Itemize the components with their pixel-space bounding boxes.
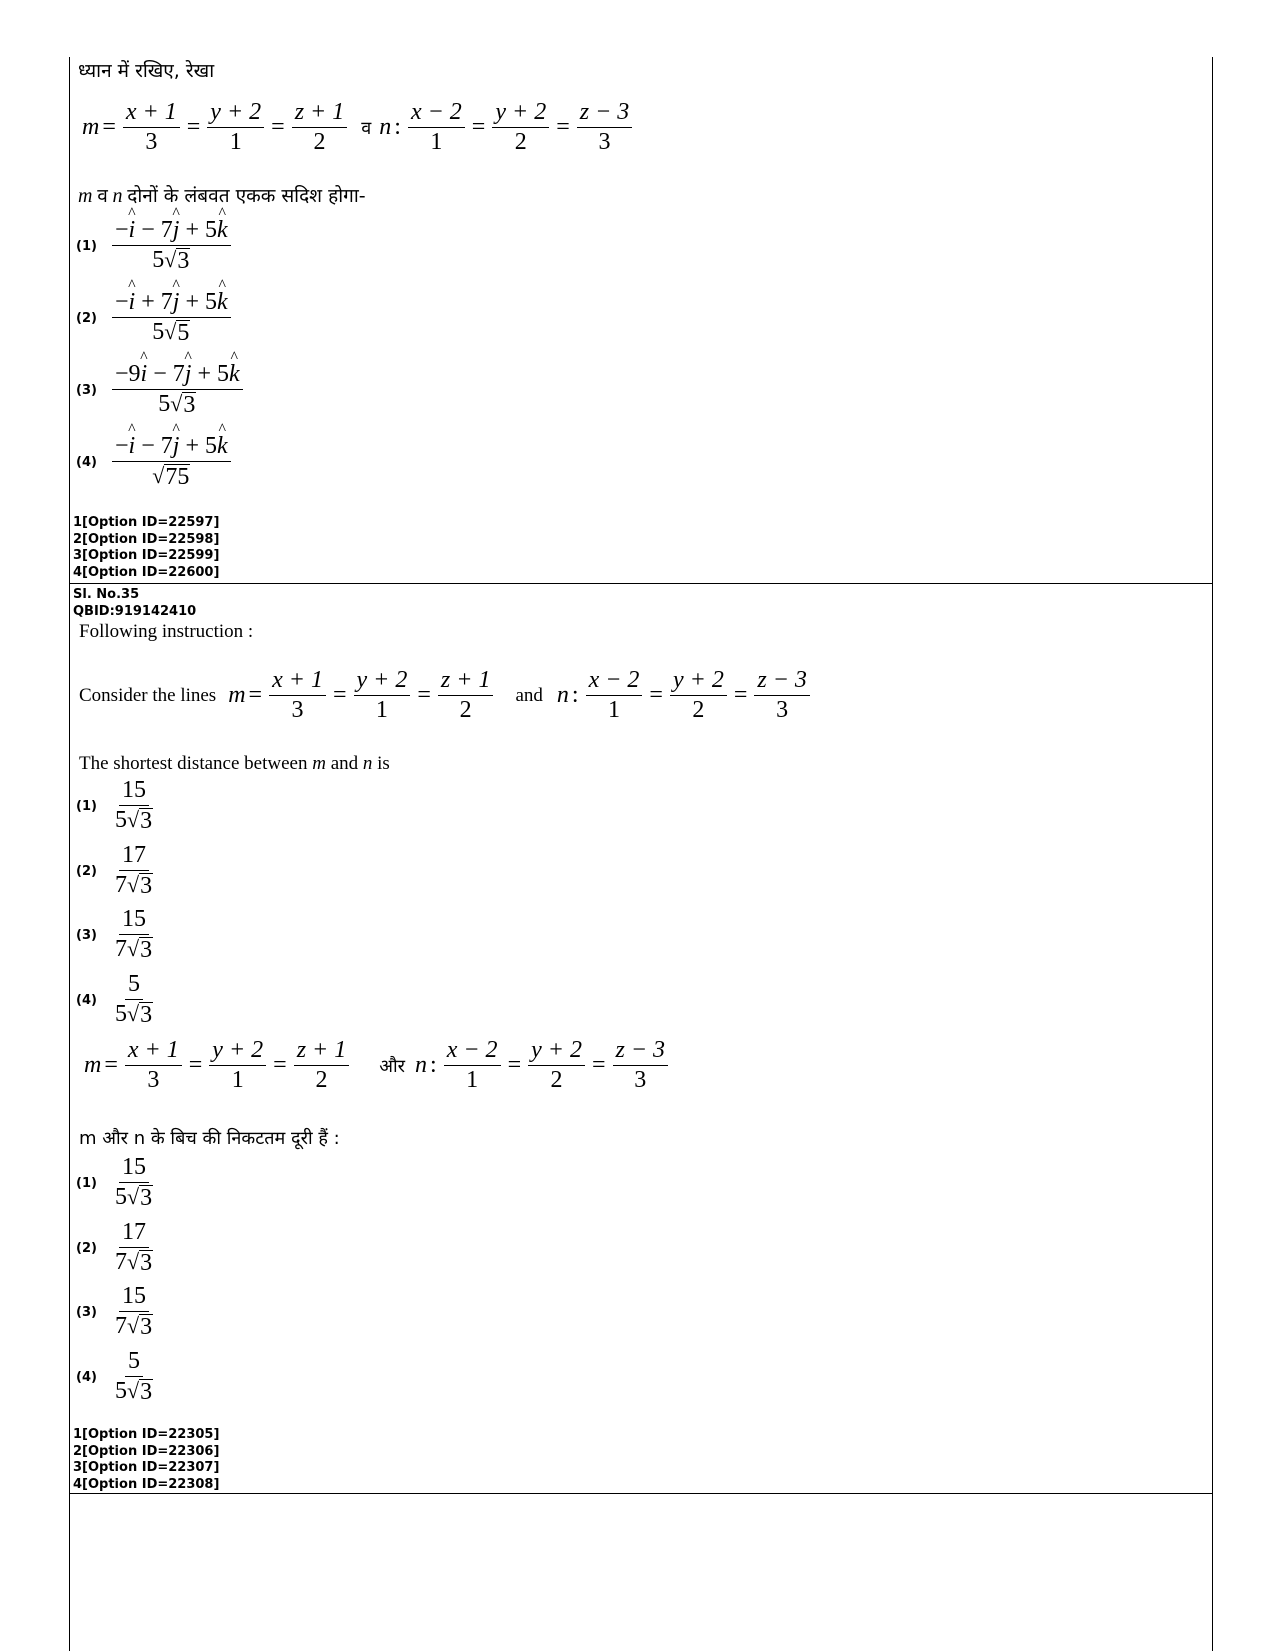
n-z-den: 3 [598,129,611,156]
option-label: (3) [76,1304,97,1320]
n-z-num: z − 3 [579,99,630,125]
q34-option-2[interactable] [76,290,235,346]
q35-hindi-option-1[interactable] [76,1155,160,1211]
q34-hindi-intro: ध्यान में रखिए, रेखा [78,60,215,82]
q34-option-1[interactable] [76,218,235,274]
n-x-den: 1 [430,129,443,156]
q35-question-text: The shortest distance between m and n is [79,753,390,774]
option-fraction: 17 7 √ 3 [115,842,153,900]
q34-m: m [78,185,93,207]
option-fraction: −i ^ − 7j ^ + 5k ^ √ 75 [112,434,231,490]
option-label: (2) [76,1240,97,1256]
option-fraction: 15 7 √ 3 [115,906,153,964]
q35-option-1[interactable] [76,778,160,834]
option-id: 3[Option ID=22599] [73,548,220,563]
consider-text: Consider the lines [79,684,217,706]
option-label: (2) [76,863,97,879]
q34-conj: व [361,117,372,139]
line-m-name: m [82,114,100,141]
q35-hindi-option-4[interactable] [76,1349,160,1405]
q35-lines-equation: Consider the lines m = $\frac{x + 1}{3}$ = $\frac{y + 2}{1}$ = $\frac{z + 1}{2}$ and n : $\frac{x - 2}{1}$ = $\frac{y + 2}{2}$ = $\frac{z - 3}{3}$ [79,668,814,723]
q35-hindi-option-3[interactable] [76,1284,160,1340]
m-y-num: y + 2 [210,99,262,125]
line-n-name: n [379,114,392,141]
q35-option-3[interactable] [76,907,160,963]
option-fraction: 15 7 √ 3 [115,1283,153,1341]
q35-hindi-option-2[interactable] [76,1220,160,1276]
n-y-num: y + 2 [495,99,547,125]
m-z-den: 2 [313,129,326,156]
option-label: (1) [76,798,97,814]
q34-option-ids [73,515,219,581]
option-fraction: 5 5 √ 3 [115,1348,153,1406]
q34-n: n [112,185,123,207]
option-id: 2[Option ID=22598] [73,531,220,547]
option-id: 2[Option ID=22306] [73,1443,220,1459]
q35-hindi-lines-equation: m = $\frac{x + 1}{3}$ = $\frac{y + 2}{1}$ = $\frac{z + 1}{2}$ और n : $\frac{x - 2}{1}$ = $\frac{y + 2}{2}$ = $\frac{z - 3}{3}$ [84,1038,672,1093]
option-label: (4) [76,992,97,1008]
option-label: (3) [76,927,97,943]
option-fraction: 17 7 √ 3 [115,1219,153,1277]
q34-question-tail: दोनों के लंबवत एकक सदिश होगा- [127,185,366,207]
m-y-den: 1 [229,129,242,156]
option-fraction: 15 5 √ 3 [115,777,153,835]
divider-bottom-q35 [69,1493,1212,1494]
and-text: and [515,684,543,706]
option-id: 1[Option ID=22305] [73,1427,220,1442]
option-fraction: −i ^ + 7j ^ + 5k ^ 5 √ 5 [112,290,231,346]
option-id: 4[Option ID=22308] [73,1476,220,1492]
q34-option-4[interactable] [76,434,235,490]
option-label: (4) [76,1369,97,1385]
option-fraction: 15 5 √ 3 [115,1154,153,1212]
line-n-name: n [556,682,569,709]
q35-instruction: Following instruction : [79,621,254,642]
m-x-den: 3 [145,129,158,156]
line-m-name: m [228,682,246,709]
hindi-aur: और [379,1055,406,1077]
option-label: (4) [76,454,97,470]
n-y-den: 2 [514,129,527,156]
option-id: 3[Option ID=22307] [73,1460,220,1475]
q35-header [73,587,196,620]
divider-top-q35 [69,583,1212,584]
serial-number: Sl. No.35 [73,587,140,602]
question-frame [69,57,1213,1651]
option-fraction: −9i ^ − 7j ^ + 5k ^ 5 √ 3 [112,362,243,418]
q35-option-2[interactable] [76,843,160,899]
option-label: (1) [76,238,97,254]
q34-option-3[interactable] [76,362,247,418]
qbid: QBID:919142410 [73,603,197,619]
q34-conj-2: व [97,185,108,207]
n-x-num: x − 2 [410,99,462,125]
q35-option-4[interactable] [76,972,160,1028]
option-label: (3) [76,382,97,398]
m-x-num: x + 1 [125,99,177,125]
option-label: (1) [76,1175,97,1191]
q34-lines-equation: m = $\frac{x + 1}{3}$ = $\frac{y + 2}{1}$ = $\frac{z + 1}{2}$ व n : $\frac{x - 2}{1}$ = $\frac{y + 2}{2}$ = $\frac{z - 3}{3}$ [82,100,636,155]
option-label: (2) [76,310,97,326]
q35-hindi-question: m और n के बिच की निकटतम दूरी हैं : [79,1128,340,1149]
option-fraction: 5 5 √ 3 [115,971,153,1029]
option-id: 1[Option ID=22597] [73,515,220,530]
option-id: 4[Option ID=22600] [73,564,220,580]
m-z-num: z + 1 [294,99,345,125]
q35-option-ids [73,1427,219,1493]
option-fraction: −i ^ − 7j ^ + 5k ^ 5 √ 3 [112,218,231,274]
